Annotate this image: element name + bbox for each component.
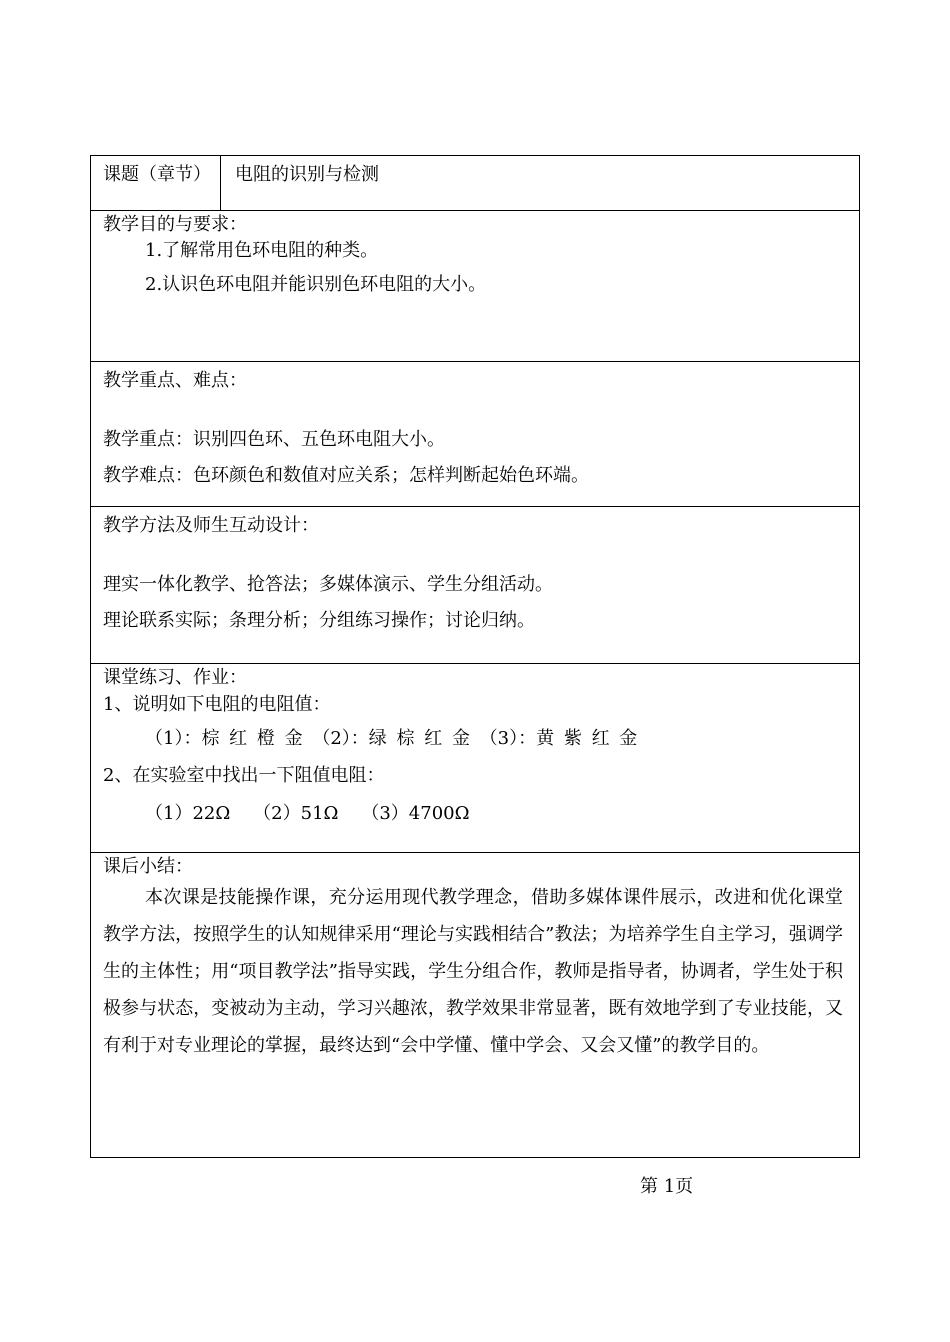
methods-heading: 教学方法及师生互动设计： [103, 515, 319, 536]
topic-row [91, 156, 860, 211]
objectives-cell [91, 211, 860, 362]
summary-cell [91, 853, 860, 1158]
topic-label: 课题（章节） [91, 156, 221, 211]
objective-item-1: 1.了解常用色环电阻的种类。 [145, 240, 379, 261]
exercises-row [91, 664, 860, 853]
key-points-cell [91, 362, 860, 507]
lesson-plan-table [90, 155, 860, 1158]
key-points-row [91, 362, 860, 507]
spacer [103, 396, 847, 422]
objectives-row [91, 211, 860, 362]
exercises-heading: 课堂练习、作业： [103, 667, 247, 688]
difficulty-text: 教学难点：色环颜色和数值对应关系；怎样判断起始色环端。 [103, 465, 589, 486]
exercise-question-1: 1、说明如下电阻的电阻值： [103, 694, 331, 715]
objectives-heading: 教学目的与要求： [103, 214, 247, 235]
page-number: 第 1页 [640, 1176, 694, 1197]
methods-line-1: 理实一体化教学、抢答法；多媒体演示、学生分组活动。 [103, 574, 553, 595]
methods-line-2: 理论联系实际；条理分析；分组练习操作；讨论归纳。 [103, 610, 535, 631]
objective-item-2: 2.认识色环电阻并能识别色环电阻的大小。 [145, 274, 487, 295]
exercise-question-2: 2、在实验室中找出一下阻值电阻： [103, 765, 385, 786]
focus-text: 教学重点：识别四色环、五色环电阻大小。 [103, 429, 445, 450]
methods-cell [91, 507, 860, 664]
exercise-question-2-items: （1）22Ω （2）51Ω （3）4700Ω [145, 803, 470, 824]
methods-row [91, 507, 860, 664]
summary-text: 本次课是技能操作课，充分运用现代教学理念，借助多媒体课件展示，改进和优化课堂教学方法，按照学生的认知规律采用“理论与实践相结合”教法；为培养学生自主学习，强调学生的主体性；用“项目教学法”指导实践，学生分组合作，教师是指导者，协调者，学生处于积极参与状态，变被动为主动，学习兴趣浓，教学效果非常显著，既有效地学到了专业技能，又有利于对专业理论的掌握，最终达到“会中学懂、懂中学会、又会又懂”的教学目的。 [103, 887, 843, 1056]
exercise-question-1-items: （1）：棕 红 橙 金 （2）：绿 棕 红 金 （3）：黄 紫 红 金 [145, 728, 638, 749]
spacer [103, 541, 847, 567]
key-points-heading: 教学重点、难点： [103, 370, 247, 391]
exercises-cell [91, 664, 860, 853]
summary-row [91, 853, 860, 1158]
lesson-plan-sheet [90, 155, 860, 1158]
summary-heading: 课后小结： [103, 856, 193, 877]
topic-value: 电阻的识别与检测 [221, 156, 860, 211]
